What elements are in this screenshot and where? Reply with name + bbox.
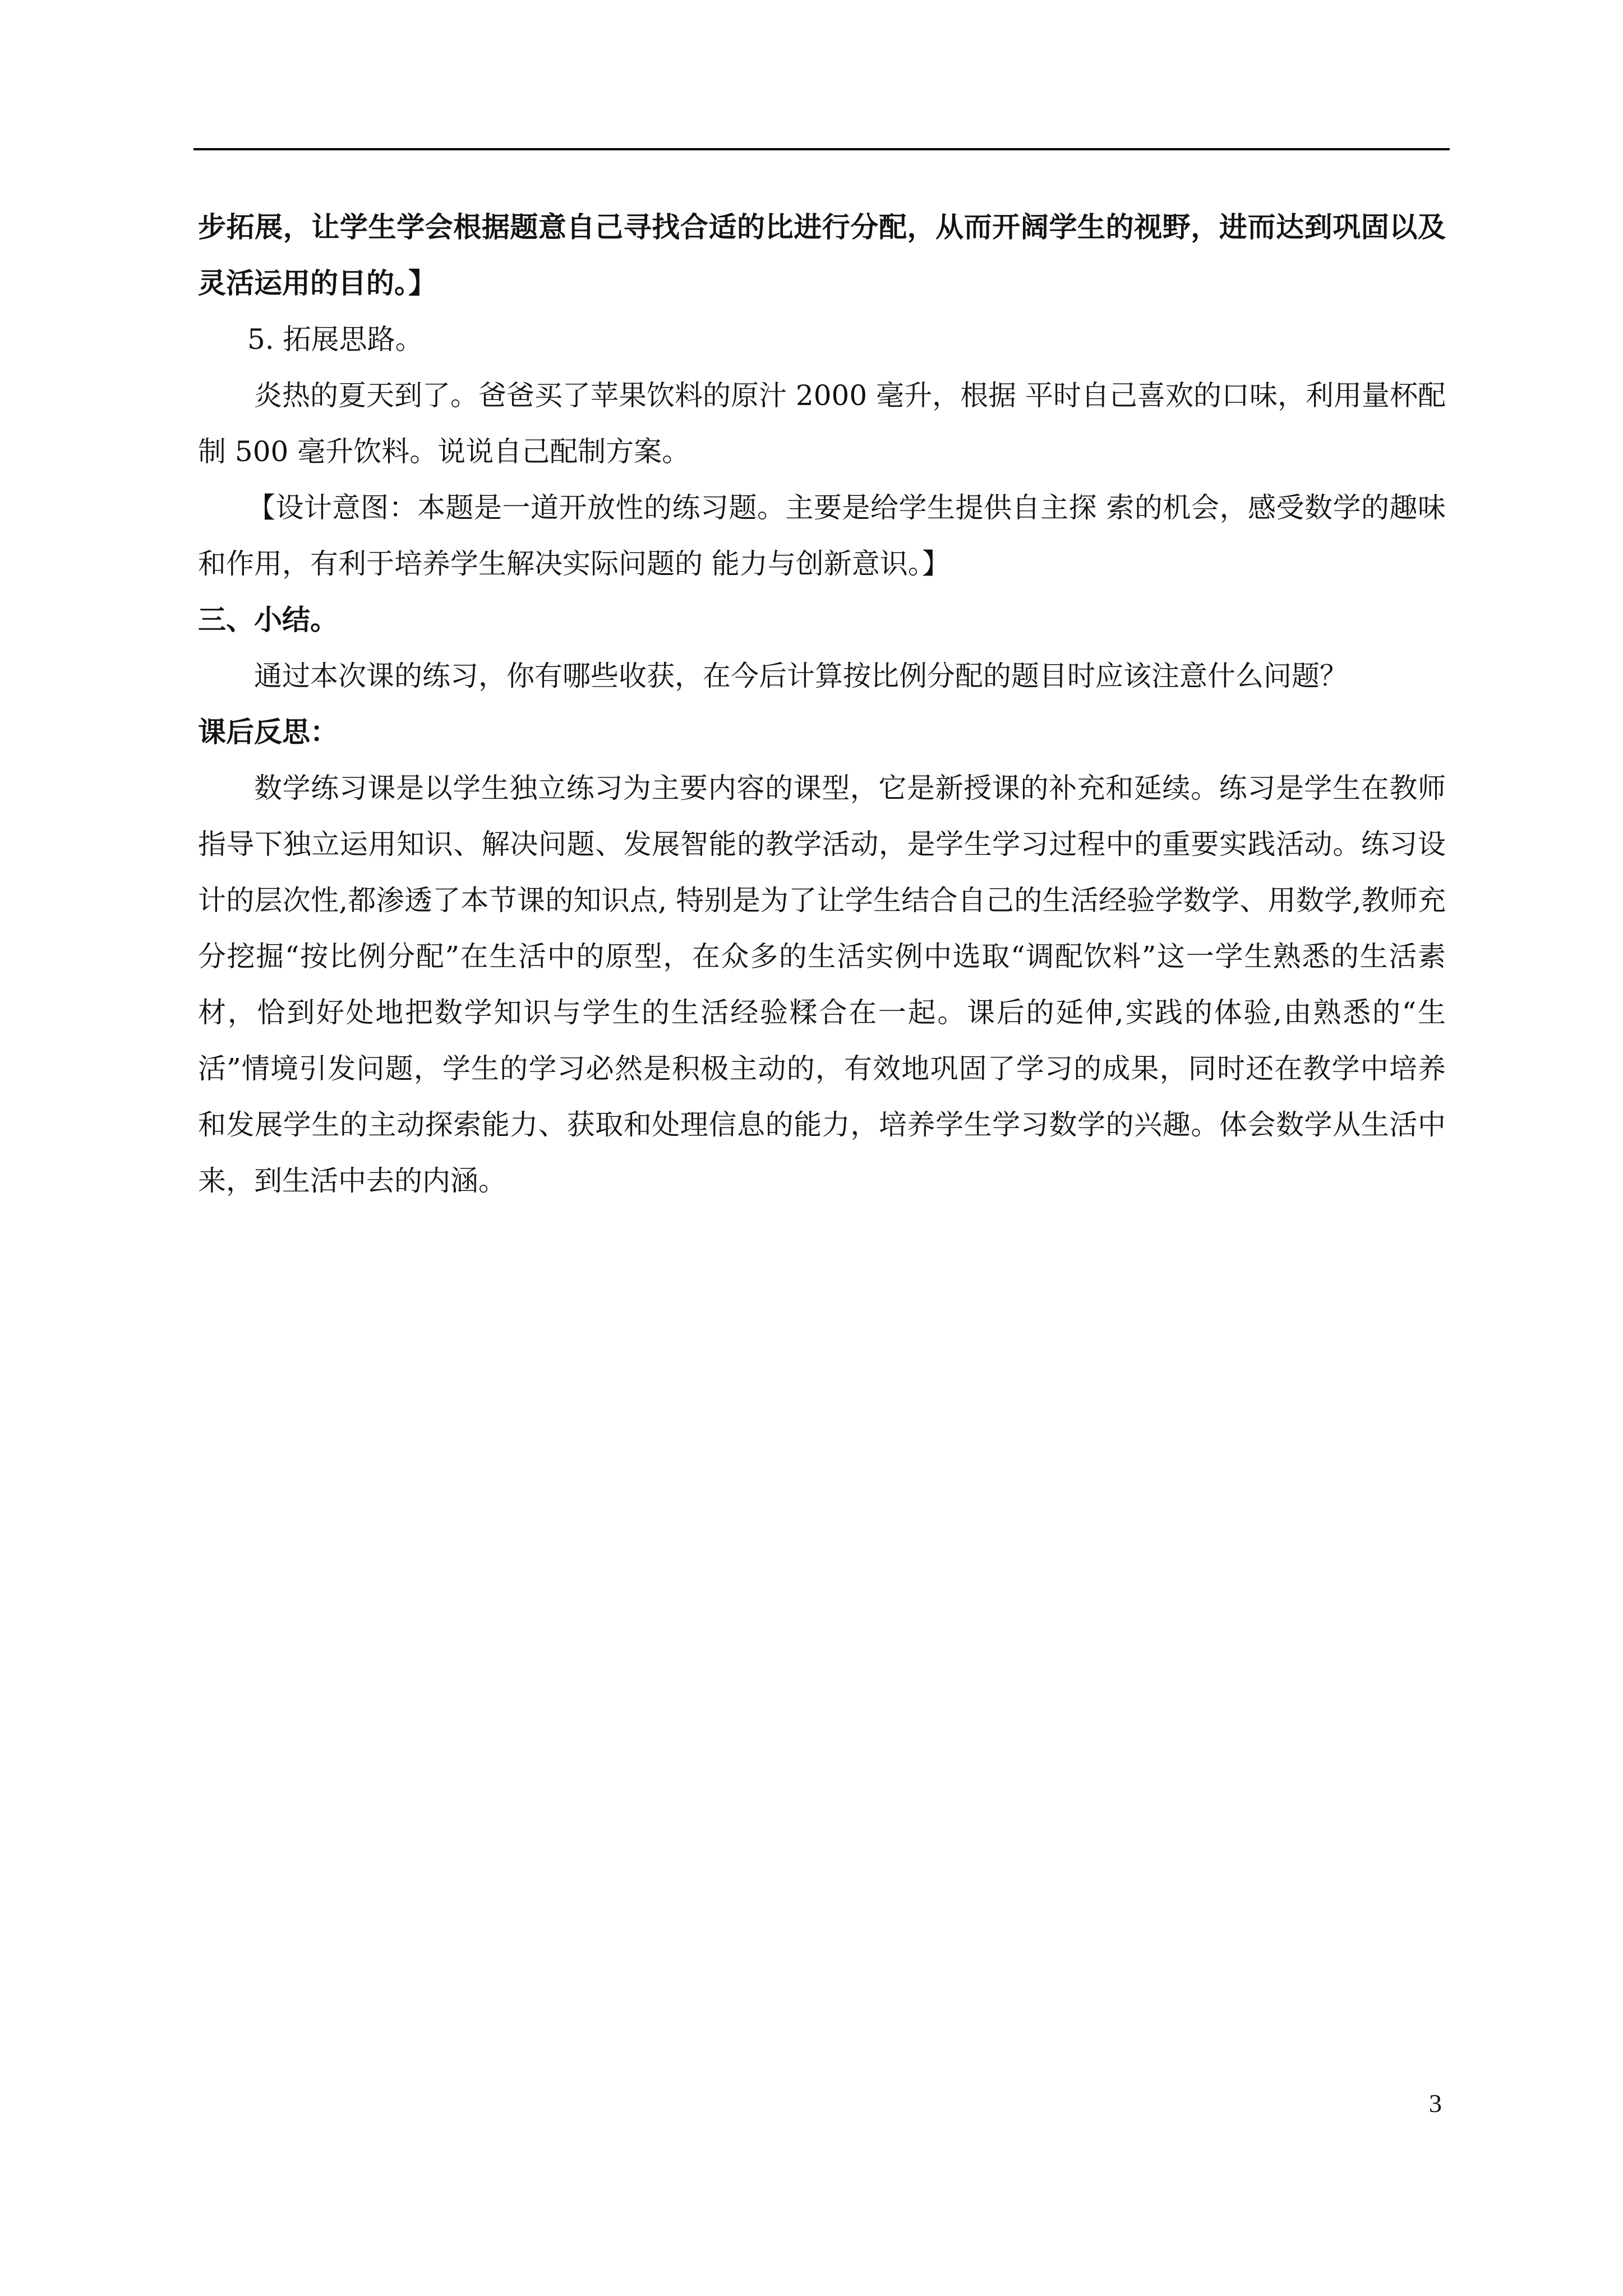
item-5-heading: 5. 拓展思路。	[247, 323, 423, 356]
page-number: 3	[1429, 2089, 1442, 2118]
section-3-body: 通过本次课的练习，你有哪些收获，在今后计算按比例分配的题目时应该注意什么问题？	[254, 660, 1348, 692]
section-3-heading: 三、小结。	[198, 603, 338, 636]
item-5-problem: 炎热的夏天到了。爸爸买了苹果饮料的原汁 2000 毫升，根据 平时自己喜欢的口味，利用量杯配制 500 毫升饮料。说说自己配制方案。	[198, 379, 1446, 468]
header-rule	[193, 148, 1450, 150]
reflection-body: 数学练习课是以学生独立练习为主要内容的课型，它是新授课的补充和延续。练习是学生在教师指导下独立运用知识、解决问题、发展智能的教学活动，是学生学习过程中的重要实践活动。练习设计的层次性,都渗透了本节课的知识点, 特别是为了让学生结合自己的生活经验学数学、用数学,教师充分挖掘“按比例分配”在生活中的原型，在众多的生活实例中选取“调配饮料”这一学生熟悉的生活素材，恰到好处地把数学知识与学生的生活经验糅合在一起。课后的延伸,实践的体验,由熟悉的“生活”情境引发问题，学生的学习必然是积极主动的，有效地巩固了学习的成果，同时还在教学中培养和发展学生的主动探索能力、获取和处理信息的能力，培养学生学习数学的兴趣。体会数学从生活中来，到生活中去的内涵。	[198, 772, 1446, 1197]
page-body	[198, 199, 1446, 1209]
reflection-heading: 课后反思：	[198, 715, 338, 748]
item-5-design-intent: 【设计意图：本题是一道开放性的练习题。主要是给学生提供自主探 索的机会，感受数学的趣味和作用，有利于培养学生解决实际问题的 能力与创新意识。】	[198, 491, 1446, 580]
design-intent-continued: 步拓展，让学生学会根据题意自己寻找合适的比进行分配，从而开阔学生的视野，进而达到巩固以及灵活运用的目的。】	[198, 210, 1446, 300]
